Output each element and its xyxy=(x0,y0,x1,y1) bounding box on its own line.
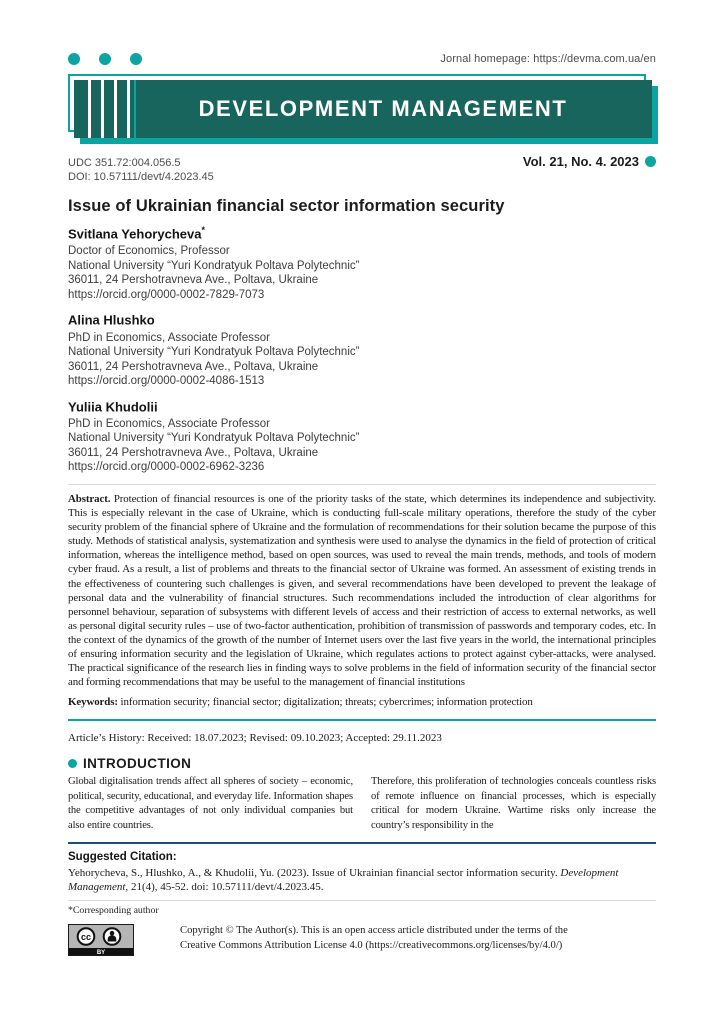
divider xyxy=(68,484,656,485)
banner-main xyxy=(74,80,652,138)
author-address: 36011, 24 Pershotravneva Ave., Poltava, Ukraine xyxy=(68,360,319,373)
doi-code[interactable]: DOI: 10.57111/devt/4.2023.45 xyxy=(68,171,214,183)
journal-title: DEVELOPMENT MANAGEMENT xyxy=(198,96,568,121)
keywords-line xyxy=(68,696,656,708)
author-orcid-link[interactable]: https://orcid.org/0000-0002-4086-1513 xyxy=(68,375,265,388)
issue-label: Vol. 21, No. 4. 2023 xyxy=(522,154,639,169)
author-name-text: Alina Hlushko xyxy=(68,312,155,328)
author-role: Doctor of Economics, Professor xyxy=(68,245,230,258)
author-name xyxy=(68,311,656,327)
suggested-citation-label: Suggested Citation: xyxy=(68,850,177,863)
udc-doi-block xyxy=(68,156,214,184)
udc-code: UDC 351.72:004.056.5 xyxy=(68,157,181,169)
copyright-line[interactable]: Creative Commons Attribution License 4.0 (https://creativecommons.org/licenses/by/4.0/) xyxy=(180,939,563,951)
author-name xyxy=(68,398,656,414)
cc-by-badge-icon xyxy=(68,924,134,956)
divider xyxy=(68,900,656,901)
author-orcid-link[interactable]: https://orcid.org/0000-0002-7829-7073 xyxy=(68,288,265,301)
issue-block xyxy=(523,154,656,169)
footer-divider xyxy=(68,842,656,844)
brand-dot-icon xyxy=(99,53,111,65)
introduction-heading xyxy=(68,756,656,771)
author-affiliation: National University “Yuri Kondratyuk Poltava Polytechnic” xyxy=(68,432,360,445)
banner-stripes-icon xyxy=(78,80,136,138)
author-affiliation: National University “Yuri Kondratyuk Poltava Polytechnic” xyxy=(68,259,360,272)
section-bullet-icon xyxy=(68,759,77,768)
author-block xyxy=(68,398,656,475)
author-role: PhD in Economics, Associate Professor xyxy=(68,331,270,344)
journal-homepage-link[interactable]: Jornal homepage: https://devma.com.ua/en xyxy=(440,53,656,65)
author-address: 36011, 24 Pershotravneva Ave., Poltava, Ukraine xyxy=(68,274,319,287)
abstract-text: Protection of financial resources is one of the priority tasks of the state, which determines its independence and subjectivity. This is especially relevant in the case of Ukraine, which is conducting full-scale military operations, therefore the study of the cyber security problem of the financial sphere of Ukraine and the formulation of recommendations for their solution became the purpose of this study. Methods of statistical analysis, systematization and synthesis were used to analyse the dynamics in the field of protection of critical information, whereas the intelligence method, based on open sources, was used to reveal the main trends, methods, and tools of modern cyber fraud. As a result, a list of problems and threats to the financial sector of Ukraine was formed. An assessment of existing trends in the effectiveness of countering such challenges is given, and several recommendations have been developed to prevent the leakage of personal data and the vulnerability of financial structures. Such recommendations included the introduction of clear algorithms for personnel behaviour, separation of subsystems with different levels of access and their restriction of access to external networks, as well as personal digital security rules – use of two-factor authentication, prohibition of transmission of passwords and temporary codes, etc. In the context of the dynamics of the growth of the number of Internet users over the last five years in the world, the international principles of ensuring information security and the legislation of Ukraine, which regulates actions to protect against cyber-attacks, were analysed. The practical significance of the research lies in finding ways to solve problems in the field of information security of the financial sector and forming recommendations that may be useful to the management of financial institutions xyxy=(68,492,656,689)
copyright-line: Copyright © The Author(s). This is an open access article distributed under the terms of the xyxy=(180,925,568,937)
intro-column-right: Therefore, this proliferation of technologies conceals countless risks of remote influence on financial processes, which is especially critical for modern Ukraine. Wartime risks only increase the country’s responsibility in the xyxy=(371,776,656,832)
author-block xyxy=(68,311,656,388)
author-address: 36011, 24 Pershotravneva Ave., Poltava, Ukraine xyxy=(68,446,319,459)
corresponding-author-mark: * xyxy=(201,225,205,235)
brand-dot-icon xyxy=(130,53,142,65)
brand-dot-icon xyxy=(68,53,80,65)
copyright-notice xyxy=(180,924,568,953)
citation-journal-name: Development Management, xyxy=(68,866,619,893)
article-history: Article’s History: Received: 18.07.2023; Revised: 09.10.2023; Accepted: 29.11.2023 xyxy=(68,732,442,745)
corresponding-author-note: *Corresponding author xyxy=(68,905,159,917)
license-row xyxy=(68,924,656,956)
author-affiliation: National University “Yuri Kondratyuk Poltava Polytechnic” xyxy=(68,346,360,359)
brand-dots xyxy=(68,53,142,65)
svg-text:cc: cc xyxy=(80,932,92,943)
abstract-label: Abstract. xyxy=(68,492,111,505)
keywords-label: Keywords: xyxy=(68,696,118,709)
suggested-citation-text xyxy=(68,866,656,894)
intro-column-left: Global digitalisation trends affect all spheres of society – economic, political, security, educational, and everyday life. Information shapes the competitive advantages of not only individual companies but also entire countries. xyxy=(68,776,353,832)
introduction-columns xyxy=(68,775,656,833)
article-title: Issue of Ukrainian financial sector information security xyxy=(68,197,505,215)
author-role: PhD in Economics, Associate Professor xyxy=(68,417,270,430)
author-block xyxy=(68,225,656,302)
page-header xyxy=(68,52,656,66)
keywords-text: information security; financial sector; digitalization; threats; cybercrimes; information protection xyxy=(117,696,533,709)
journal-banner xyxy=(68,74,656,146)
svg-text:BY: BY xyxy=(96,949,106,956)
citation-text: 21(4), 45-52. doi: 10.57111/devt/4.2023.45. xyxy=(128,880,324,893)
citation-text: Yehorycheva, S., Hlushko, A., & Khudolii, Yu. (2023). Issue of Ukrainian financial sector information security. xyxy=(68,866,561,879)
author-name xyxy=(68,225,656,241)
teal-divider xyxy=(68,719,656,721)
abstract-paragraph xyxy=(68,492,656,689)
issue-dot-icon xyxy=(645,156,656,167)
article-meta-row xyxy=(68,156,656,184)
author-name-text: Yuliia Khudolii xyxy=(68,398,158,414)
author-name-text: Svitlana Yehorycheva xyxy=(68,226,202,242)
author-orcid-link[interactable]: https://orcid.org/0000-0002-6962-3236 xyxy=(68,461,265,474)
section-title: INTRODUCTION xyxy=(83,756,192,772)
